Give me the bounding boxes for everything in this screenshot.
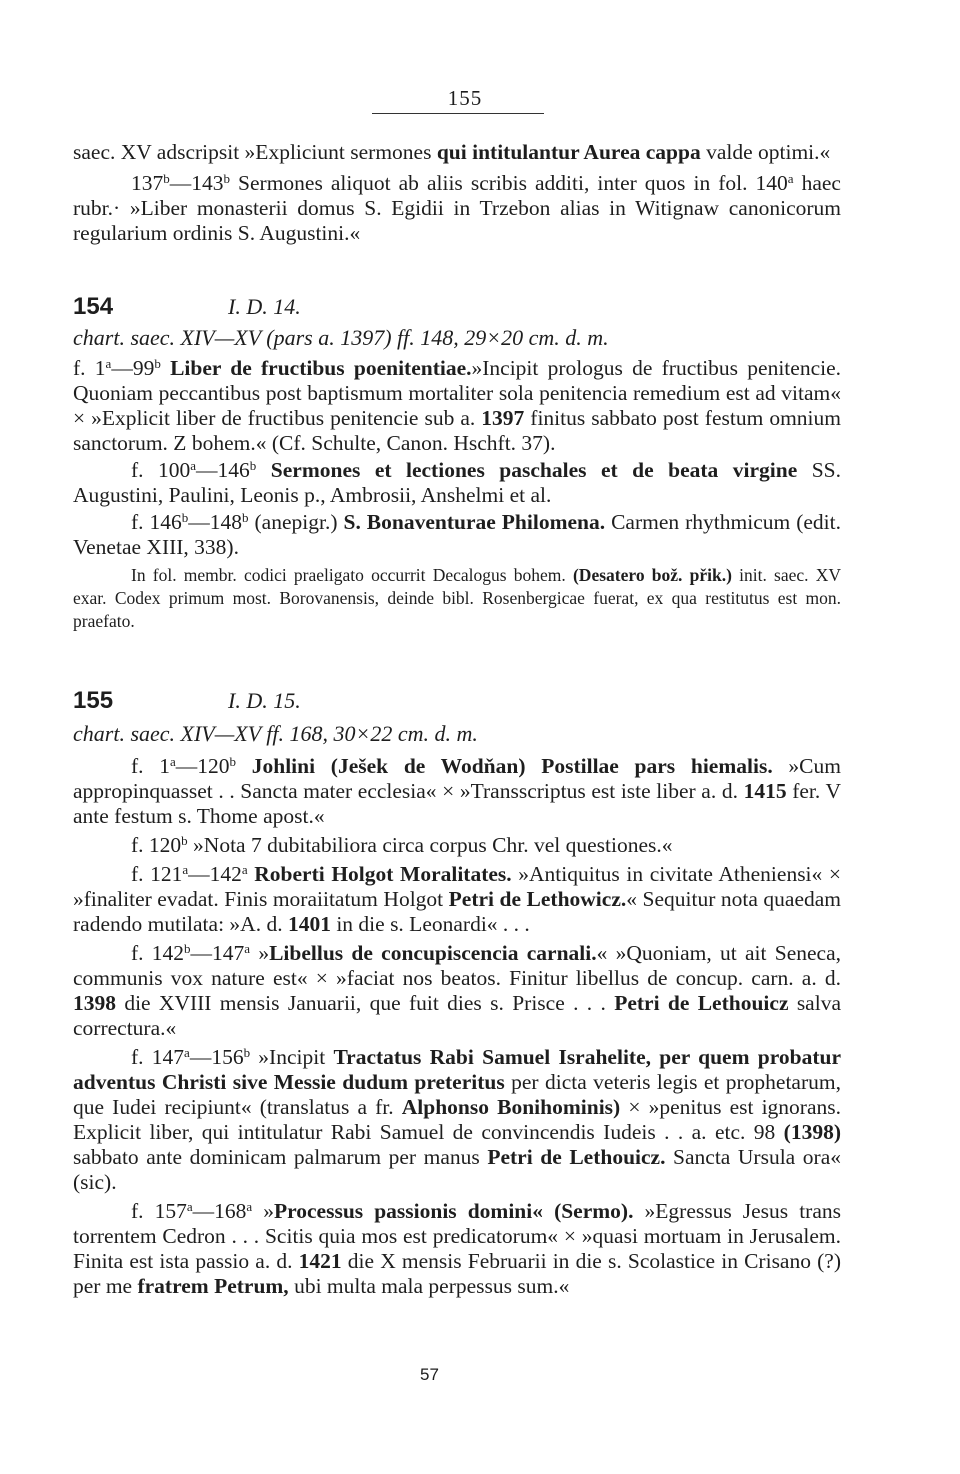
- entry-154-shelfmark: I. D. 14.: [228, 294, 301, 319]
- entry-154: [73, 292, 841, 633]
- entry-154-number: 154: [73, 293, 114, 320]
- entry-155-item-d: f. 142$^b$—147$^a$ »Libellus de concupiscencia carnali.« »Quoniam, ut ait Seneca, communis vox nature est« × »faciat nos beatos. Finitur libellus de concup. carn. a. d. 1398 die XVIII mensis Januarii, que fuit dies s. Prisce . . . Petri de Lethouicz salva correctura.«: [73, 941, 841, 1040]
- entry-154-item-c: f. 146$^b$—148$^b$ (anepigr.) S. Bonaventurae Philomena. Carmen rhythmicum (edit. Venetae XIII, 338).: [73, 510, 841, 559]
- entry-155-description: chart. saec. XIV—XV ff. 168, 30×22 cm. d. m.: [73, 721, 478, 746]
- entry-155: [73, 686, 841, 1299]
- entry-154-item-b: f. 100$^a$—146$^b$ Sermones et lectiones paschales et de beata virgine SS. Augustini, Paulini, Leonis p., Ambrosii, Anshelmi et al.: [73, 458, 842, 507]
- entry-155-item-f: f. 157$^a$—168$^a$ »Processus passionis domini« (Sermo). »Egressus Jesus trans torrentem Cedron . . . Scitis quia mos est predicatorum« × »quasi mortuam in Jerusalem. Finita est ista passio a. d. 1421 die X mensis Februarii in die s. Scolastice in Crisano (?) per me fratrem Petrum, ubi multa mala perpessus sum.«: [73, 1199, 842, 1298]
- entry-154-item-a: f. 1$^a$—99$^b$ Liber de fructibus poenitentiae.»Incipit prologus de fructibus penitencie. Quoniam peccantibus post baptismum mortaliter sola penitencia remedium est ad vitam« × »Explicit liber de fructibus penitencie sub a. 1397 finitus sabbato post festum omnium sanctorum. Z bohem.« (Cf. Schulte, Canon. Hschft. 37).: [73, 356, 842, 455]
- intro-paragraph-1: saec. XV adscripsit »Expliciunt sermones qui intitulantur Aurea cappa valde optimi.«: [73, 140, 831, 164]
- header-rule: [372, 113, 544, 114]
- entry-155-shelfmark: I. D. 15.: [228, 688, 301, 713]
- entry-155-heading: [73, 686, 841, 716]
- intro-paragraph-2: 137$^b$—143$^b$ Sermones aliquot ab aliis scribis additi, inter quos in fol. 140$^a$ haec rubr.· »Liber monasterii domus S. Egidii in Trzebon alias in Witignaw canonicorum regularium ordinis S. Augustini.«: [73, 171, 841, 245]
- entry-154-description: chart. saec. XIV—XV (pars a. 1397) ff. 148, 29×20 cm. d. m.: [73, 325, 609, 350]
- entry-154-heading: [73, 292, 841, 322]
- entry-155-item-c: f. 121$^a$—142$^a$ Roberti Holgot Moralitates. »Antiquitus in civitate Atheniensi« × »finaliter evadat. Finis moraiitatum Holgot Petri de Lethowicz.« Sequitur nota quaedam radendo mutilata: »A. d. 1401 in die s. Leonardi« . . .: [73, 862, 842, 936]
- entry-155-number: 155: [73, 687, 114, 714]
- page-number: 155: [447, 86, 483, 110]
- entry-155-item-b: f. 120$^b$ »Nota 7 dubitabiliora circa corpus Chr. vel questiones.«: [131, 833, 673, 857]
- entry-154-note: In fol. membr. codici praeligato occurrit Decalogus bohem. (Desatero bož. přik.) init. saec. XV exar. Codex primum most. Borovanensis, deinde bibl. Rosenbergicae fuerat, ex qua restitutus est mon. praefato.: [73, 565, 841, 631]
- entry-155-item-a: f. 1$^a$—120$^b$ Johlini (Ješek de Wodňan) Postillae pars hiemalis. »Cum appropinquasset . . Sancta mater ecclesia« × »Transscriptus est iste liber a. d. 1415 fer. V ante festum s. Thome apost.«: [73, 754, 841, 828]
- footer-number: 57: [420, 1365, 439, 1384]
- entry-155-item-e: f. 147$^a$—156$^b$ »Incipit Tractatus Rabi Samuel Israhelite, per quem probatur adventus Christi sive Messie dudum preteritus per dicta veteris legis et prophetarum, que Iudei recipiunt« (translatus a fr. Alphonso Bonihominis) × »penitus est ignorans. Explicit liber, qui intitulatur Rabi Samuel de convincendis Iudeis . . a. etc. 98 (1398) sabbato ante dominicam palmarum per manus Petri de Lethouicz. Sancta Ursula ora« (sic).: [73, 1045, 841, 1194]
- intro-block: [73, 140, 841, 246]
